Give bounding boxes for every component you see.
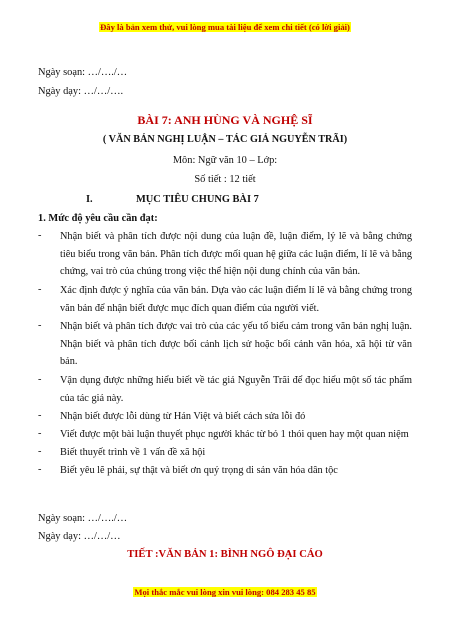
objective-item: Nhận biết và phân tích được vai trò của các yếu tố biểu cảm trong văn bản nghị luận. Nhận biết và phân tích được bối cảnh lịch sử hoặc bối cảnh văn hóa, xã hội từ văn bản. (60, 321, 412, 367)
bullet-marker: - (38, 284, 42, 295)
periods-line: Số tiết : 12 tiết (194, 174, 256, 185)
prep-date-1: Ngày soạn: …/…./… (38, 67, 128, 78)
lesson-title: BÀI 7: ANH HÙNG VÀ NGHỆ SĨ (137, 113, 313, 127)
bullet-marker: - (38, 320, 42, 331)
objective-item: Biết yêu lẽ phải, sự thật và biết ơn quý trọng di sản văn hóa dân tộc (60, 465, 338, 476)
objective-item: Xác định được ý nghĩa của văn bản. Dựa vào các luận điểm lí lẽ và bằng chứng trong văn bản để nhận biết được mục đích quan điểm của người viết. (60, 285, 412, 314)
bullet-marker: - (38, 410, 42, 421)
subsection-heading: 1. Mức độ yêu cầu cần đạt: (38, 213, 158, 224)
prep-date-2: Ngày soạn: …/…./… (38, 513, 128, 524)
objective-item: Viết được một bài luận thuyết phục người khác từ bỏ 1 thói quen hay một quan niệm (60, 429, 409, 440)
contact-note-text: Mọi thắc mắc vui lòng xin vui lòng: 084 283 45 85 (134, 587, 316, 597)
bullet-marker: - (38, 374, 42, 385)
objective-item: Nhận biết được lỗi dùng từ Hán Việt và biết cách sửa lỗi đó (60, 411, 306, 422)
bullet-marker: - (38, 464, 42, 475)
section-number: I. (86, 194, 93, 205)
bullet-marker: - (38, 446, 42, 457)
teach-date-1: Ngày dạy: …/…/…. (38, 86, 124, 97)
bullet-marker: - (38, 428, 42, 439)
objective-item: Biết thuyết trình về 1 vấn đề xã hội (60, 447, 206, 458)
lesson-period-title: TIẾT :VĂN BẢN 1: BÌNH NGÔ ĐẠI CÁO (127, 549, 323, 560)
preview-banner-text: Đây là bản xem thử, vui lòng mua tài liệu để xem chi tiết (có lời giải) (100, 22, 350, 32)
bullet-marker: - (38, 230, 42, 241)
objective-item: Nhận biết và phân tích được nội dung của luận đề, luận điểm, lý lẽ và bằng chứng tiêu biểu trong văn bản. Phân tích được mối quan hệ giữa các luận điểm, lí lẽ và bằng chứng, vai trò của chúng trong việc thể hiện nội dung chính của văn bản. (60, 231, 412, 277)
lesson-subtitle: ( VĂN BẢN NGHỊ LUẬN – TÁC GIẢ NGUYỄN TRÃI) (102, 134, 348, 145)
objective-item: Vận dụng được những hiểu biết về tác giả Nguyễn Trãi để đọc hiểu một số tác phẩm của tác giả này. (60, 375, 412, 404)
contact-note (0, 587, 450, 597)
subject-line: Môn: Ngữ văn 10 – Lớp: (172, 155, 278, 166)
teach-date-2: Ngày dạy: …/…/… (38, 531, 121, 542)
section-heading: MỤC TIÊU CHUNG BÀI 7 (136, 194, 259, 205)
preview-banner (0, 22, 450, 32)
